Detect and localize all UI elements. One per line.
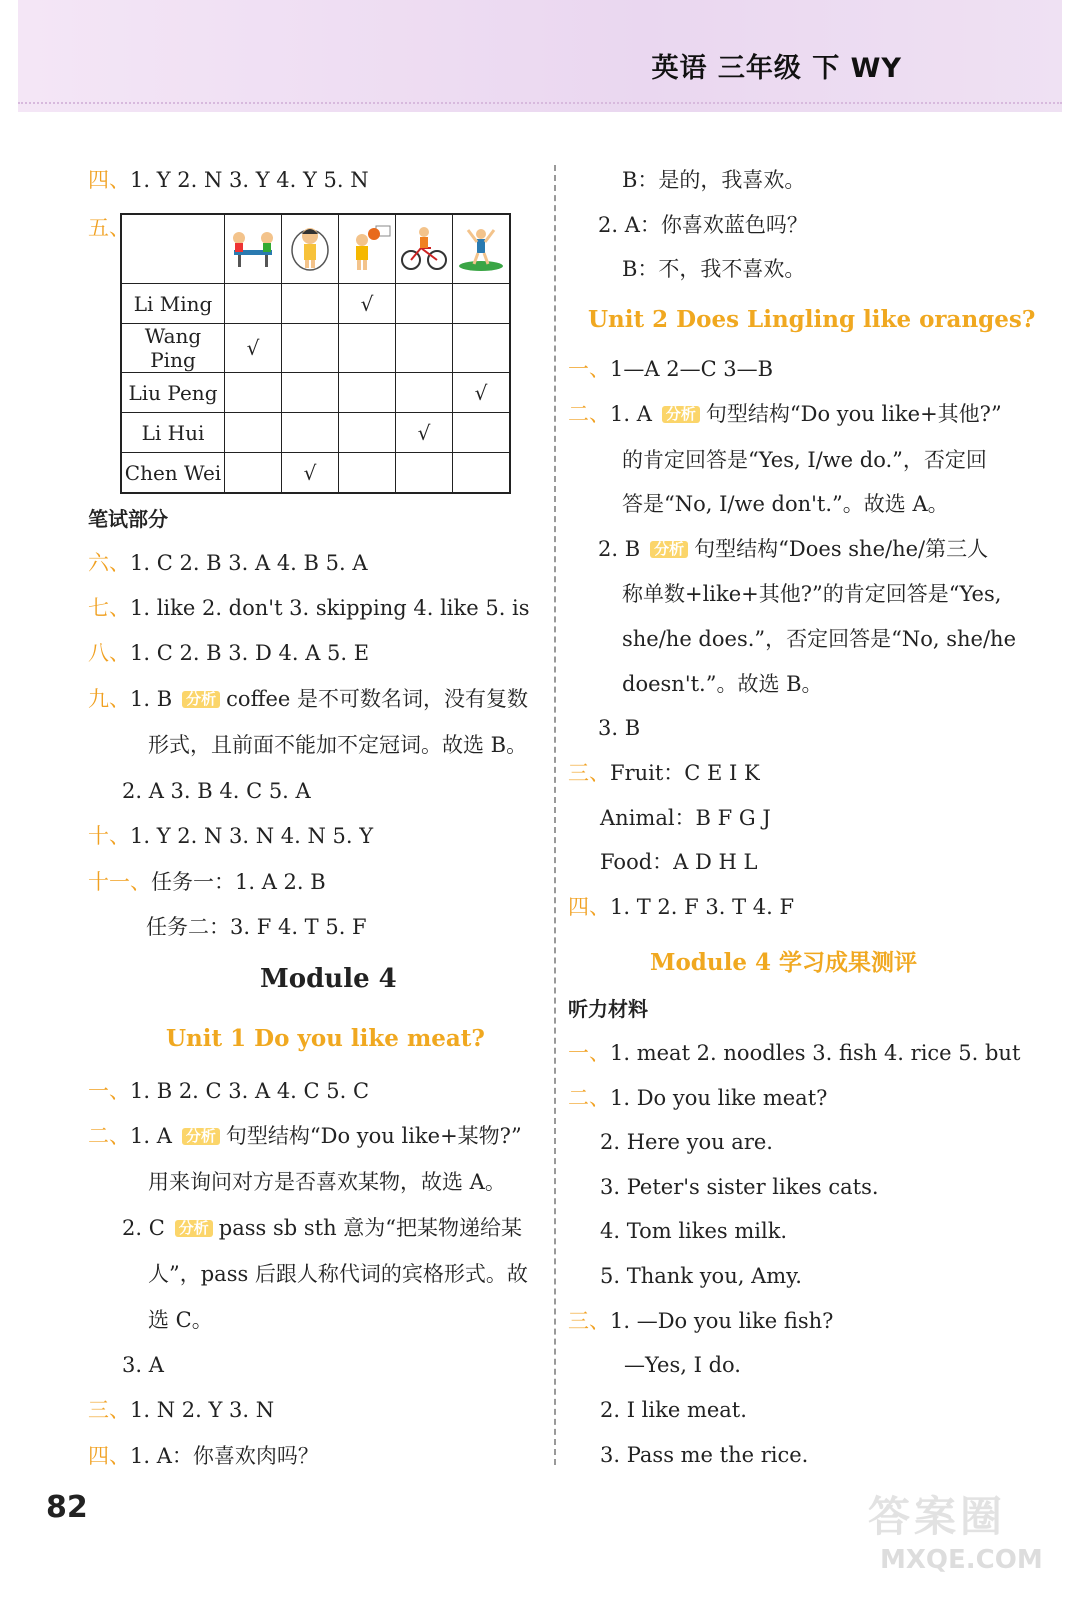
answer-line: 的肯定回答是“Yes, I/we do.”，否定回 — [622, 448, 987, 472]
answer-line: 4. Tom likes milk. — [600, 1219, 788, 1243]
table-row: Li Ming √ — [121, 284, 510, 324]
answer-line: 5. Thank you, Amy. — [600, 1264, 802, 1288]
answer-line: 十一、任务一：1. A 2. B — [88, 870, 326, 894]
answer-line: 人”，pass 后跟人称代词的宾格形式。故 — [148, 1262, 528, 1286]
answer-line: 用来询问对方是否喜欢某物，故选 A。 — [148, 1170, 506, 1194]
answer-line: 二、1. A 分析 句型结构“Do you like+某物?” — [88, 1124, 522, 1148]
section-heading: 听力材料 — [568, 997, 648, 1021]
answer-line: B：是的，我喜欢。 — [622, 168, 806, 192]
answer-line: 2. Here you are. — [600, 1130, 773, 1154]
answer-line: 四、1. T 2. F 3. T 4. F — [568, 895, 795, 919]
watermark-bottom: MXQE.COM — [880, 1545, 1043, 1575]
answer-line: doesn't.”。故选 B。 — [622, 672, 823, 696]
answer-line: 3. A — [122, 1353, 164, 1377]
activity-table — [120, 213, 511, 494]
unit-title: Unit 1 Do you like meat? — [166, 1025, 485, 1052]
answer-line: she/he does.”，否定回答是“No, she/he — [622, 627, 1016, 651]
cycling-icon — [396, 214, 453, 284]
answer-line: 四、1. A：你喜欢肉吗？ — [88, 1444, 319, 1468]
answer-line: 称单数+like+其他?”的肯定回答是“Yes, — [622, 582, 1002, 606]
answer-line: 四、1. Y 2. N 3. Y 4. Y 5. N — [88, 168, 369, 192]
answer-line: 答是“No, I/we don't.”。故选 A。 — [622, 492, 949, 516]
table-row: Wang Ping √ — [121, 324, 510, 373]
answer-line: 二、1. Do you like meat? — [568, 1086, 828, 1110]
answer-line: 三、1. N 2. Y 3. N — [88, 1398, 275, 1422]
answer-line: 六、1. C 2. B 3. A 4. B 5. A — [88, 551, 368, 575]
answer-line: 一、1. meat 2. noodles 3. fish 4. rice 5. but — [568, 1041, 1021, 1065]
answer-line: Animal：B F G J — [600, 806, 771, 830]
answer-line: 2. B 分析 句型结构“Does she/he/第三人 — [598, 537, 989, 561]
answer-line: 一、1—A 2—C 3—B — [568, 357, 774, 381]
answer-line: 十、1. Y 2. N 3. N 4. N 5. Y — [88, 824, 374, 848]
analysis-tag: 分析 — [662, 406, 700, 423]
section-heading: 笔试部分 — [88, 507, 168, 531]
column-divider — [554, 165, 556, 1465]
table-row: Li Hui √ — [121, 413, 510, 453]
answer-line: 一、1. B 2. C 3. A 4. C 5. C — [88, 1079, 370, 1103]
answer-line: 3. Peter's sister likes cats. — [600, 1175, 879, 1199]
unit-title: Unit 2 Does Lingling like oranges? — [588, 306, 1036, 333]
answer-line: Food：A D H L — [600, 850, 758, 874]
answer-line: 2. A 3. B 4. C 5. A — [122, 779, 311, 803]
answer-line: 2. C 分析 pass sb sth 意为“把某物递给某 — [122, 1216, 523, 1240]
analysis-tag: 分析 — [182, 1128, 220, 1145]
page-number: 82 — [46, 1490, 88, 1525]
answer-line: 3. Pass me the rice. — [600, 1443, 809, 1467]
skipping-icon — [282, 214, 339, 284]
table-row: Chen Wei √ — [121, 453, 510, 494]
answer-line: B：不，我不喜欢。 — [622, 257, 806, 281]
answer-line: 五、 — [88, 216, 130, 240]
answer-line: 2. I like meat. — [600, 1398, 747, 1422]
analysis-tag: 分析 — [182, 691, 220, 708]
answer-line: 八、1. C 2. B 3. D 4. A 5. E — [88, 641, 370, 665]
page-header — [18, 0, 1062, 112]
answer-line: 九、1. B 分析 coffee 是不可数名词，没有复数 — [88, 687, 529, 711]
answer-line: 三、Fruit：C E I K — [568, 761, 760, 785]
book-title: 英语 三年级 下 WY — [651, 53, 902, 84]
eval-title: Module 4 学习成果测评 — [650, 949, 917, 976]
answer-line: 七、1. like 2. don't 3. skipping 4. like 5. is — [88, 596, 530, 620]
answer-line: 3. B — [598, 716, 641, 740]
answer-line: —Yes, I do. — [624, 1353, 741, 1377]
answer-line: 形式，且前面不能加不定冠词。故选 B。 — [148, 733, 528, 757]
module-title: Module 4 — [260, 964, 397, 994]
answer-line: 二、1. A 分析 句型结构“Do you like+其他?” — [568, 402, 1002, 426]
table-row: Liu Peng √ — [121, 373, 510, 413]
basketball-icon — [339, 214, 396, 284]
ping-pong-icon — [225, 214, 282, 284]
answer-line: 2. A：你喜欢蓝色吗？ — [598, 213, 808, 237]
exercise-icon — [453, 214, 511, 284]
table-corner — [121, 214, 225, 284]
answer-line: 选 C。 — [148, 1308, 213, 1332]
answer-line: 任务二：3. F 4. T 5. F — [146, 915, 367, 939]
watermark-top: 答案圈 — [868, 1492, 1007, 1541]
answer-line: 三、1. —Do you like fish? — [568, 1309, 834, 1333]
analysis-tag: 分析 — [650, 541, 688, 558]
analysis-tag: 分析 — [175, 1220, 213, 1237]
